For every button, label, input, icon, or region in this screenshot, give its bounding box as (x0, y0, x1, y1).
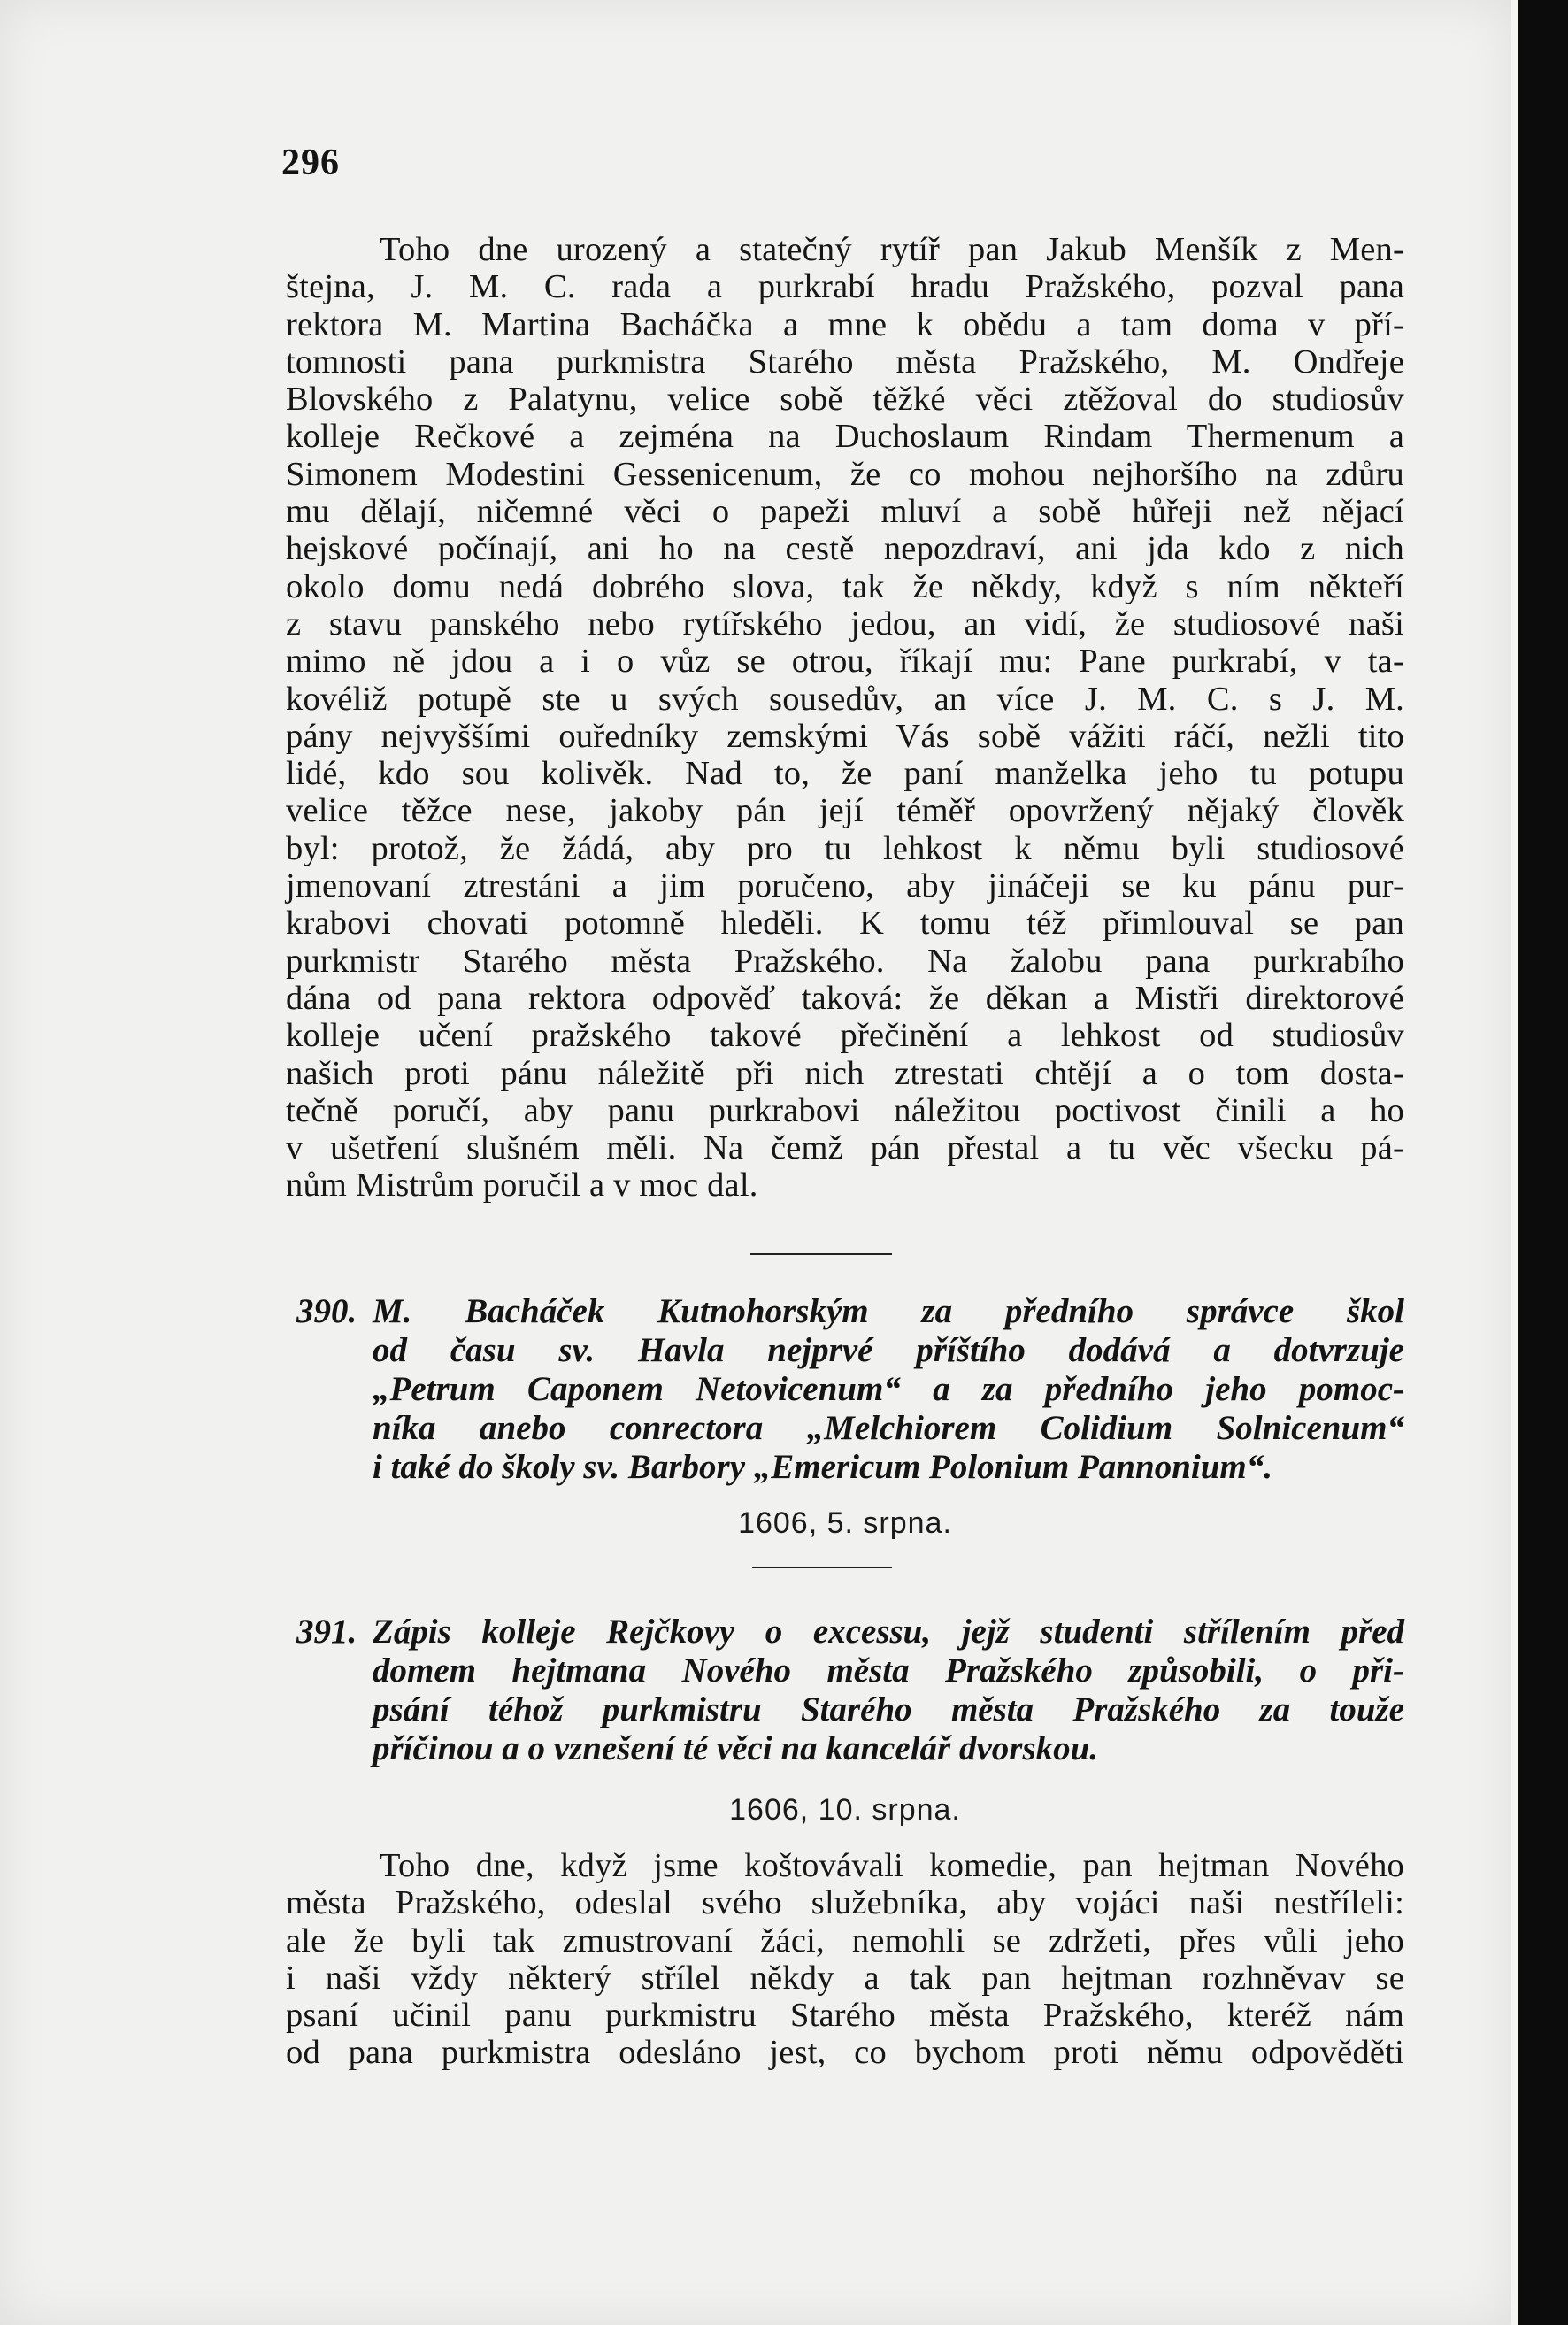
text-line: okolo domu nedá dobrého slova, tak že někdy, když s ním někteří (286, 567, 1404, 605)
entry-number: 391. (296, 1613, 357, 1651)
text-line: města Pražského, odeslal svého služebníka, aby vojáci naši nestříleli: (286, 1884, 1404, 1922)
page-edge (1511, 0, 1518, 2325)
text-line: psaní učinil panu purkmistru Starého města Pražského, kteréž nám (286, 1997, 1404, 2035)
text-line: kolleje Rečkové a zejména na Duchoslaum Rindam Thermenum a (286, 418, 1404, 456)
text-line: štejna, J. M. C. rada a purkrabí hradu Pražského, pozval pana (286, 268, 1404, 306)
text-line: hejskové počínají, ani ho na cestě nepozdraví, ani jda kdo z nich (286, 530, 1404, 568)
paragraph-2 (286, 1847, 1404, 2072)
text-line: tečně poručí, aby panu purkrabovi náležitou poctivost činili a ho (286, 1091, 1404, 1129)
text-line: purkmistr Starého města Pražského. Na žalobu pana purkrabího (286, 942, 1404, 980)
heading-line: příčinou a o vznešení té věci na kancelář dvorskou. (373, 1729, 1099, 1767)
text-line: Blovského z Palatynu, velice sobě těžké věci ztěžoval do studiosův (286, 381, 1404, 419)
text-line: lidé, kdo sou kolivěk. Nad to, že paní manželka jeho tu potupu (286, 755, 1404, 793)
heading-line: psání téhož purkmistru Starého města Pražského za touže (373, 1690, 1404, 1728)
text-line: nům Mistrům poručil a v moc dal. (286, 1166, 758, 1205)
text-line: rektora M. Martina Bacháčka a mne k obědu a tam doma v pří- (286, 305, 1404, 343)
text-line: pány nejvyššími ouředníky zemskými Vás sobě vážiti ráčí, nežli tito (286, 717, 1404, 755)
paragraph-1 (286, 231, 1404, 1205)
text-line: krabovi chovati potomně hleděli. K tomu též přimlouval se pan (286, 905, 1404, 943)
entry-390-date: 1606, 5. srpna. (738, 1506, 952, 1540)
section-divider (752, 1567, 892, 1568)
text-line: dána od pana rektora odpověď taková: že děkan a Mistři direktorové (286, 979, 1404, 1017)
text-line: našich proti pánu náležitě při nich ztrestati chtějí a o tom dosta- (286, 1054, 1404, 1092)
text-line: kolleje učení pražského takové přečinění a lehkost od studiosův (286, 1017, 1404, 1055)
text-line: kovéliž potupě ste u svých sousedův, an více J. M. C. s J. M. (286, 680, 1404, 718)
text-line: ale že byli tak zmustrovaní žáci, nemohli se zdržeti, přes vůli jeho (286, 1921, 1404, 1959)
heading-line: Zápis kolleje Rejčkovy o excessu, jejž studenti střílením před (373, 1613, 1404, 1651)
text-line: velice těžce nese, jakoby pán její téměř opovržený nějaký člověk (286, 792, 1404, 830)
text-line: Toho dne urozený a statečný rytíř pan Jakub Menšík z Men- (380, 231, 1404, 268)
entry-390-heading (286, 1292, 1404, 1496)
text-line: Toho dne, když jsme koštovávali komedie, pan hejtman Nového (380, 1847, 1404, 1884)
text-line: mimo ně jdou a i o vůz se otrou, říkají mu: Pane purkrabí, v ta- (286, 643, 1404, 681)
text-line: tomnosti pana purkmistra Starého města Pražského, M. Ondřeje (286, 343, 1404, 381)
page-number: 296 (281, 142, 340, 183)
text-line: Simonem Modestini Gessenicenum, že co mohou nejhoršího na zdůru (286, 455, 1404, 493)
heading-line: M. Bacháček Kutnohorským za předního správce škol (373, 1292, 1404, 1330)
heading-line: níka anebo conrectora „Melchiorem Colidium Solnicenum“ (373, 1409, 1404, 1447)
text-line: z stavu panského nebo rytířského jedou, an vidí, že studiosové naši (286, 604, 1404, 643)
entry-number: 390. (296, 1292, 357, 1330)
section-divider (750, 1253, 892, 1255)
heading-line: „Petrum Caponem Netovicenum“ a za předního jeho pomoc- (373, 1370, 1404, 1408)
text-line: mu dělají, ničemné věci o papeži mluví a sobě hůřeji než nějací (286, 493, 1404, 531)
text-line: v ušetření slušném měli. Na čemž pán přestal a tu věc všecku pá- (286, 1129, 1404, 1167)
heading-line: i také do školy sv. Barbory „Emericum Polonium Pannonium“. (373, 1448, 1272, 1486)
text-line: jmenovaní ztrestáni a jim poručeno, aby jináčeji se ku pánu pur- (286, 867, 1404, 905)
entry-391-heading (286, 1613, 1404, 1781)
heading-line: od času sv. Havla nejprvé příštího dodává a dotvrzuje (373, 1331, 1404, 1369)
text-line: i naši vždy některý střílel někdy a tak pan hejtman rozhněvav se (286, 1959, 1404, 1997)
heading-line: domem hejtmana Nového města Pražského způsobili, o při- (373, 1651, 1404, 1690)
text-line: od pana purkmistra odesláno jest, co bychom proti němu odpověděti (286, 2034, 1404, 2072)
text-line: byl: protož, že žádá, aby pro tu lehkost k němu byli studiosové (286, 829, 1404, 867)
entry-391-date: 1606, 10. srpna. (729, 1793, 961, 1827)
